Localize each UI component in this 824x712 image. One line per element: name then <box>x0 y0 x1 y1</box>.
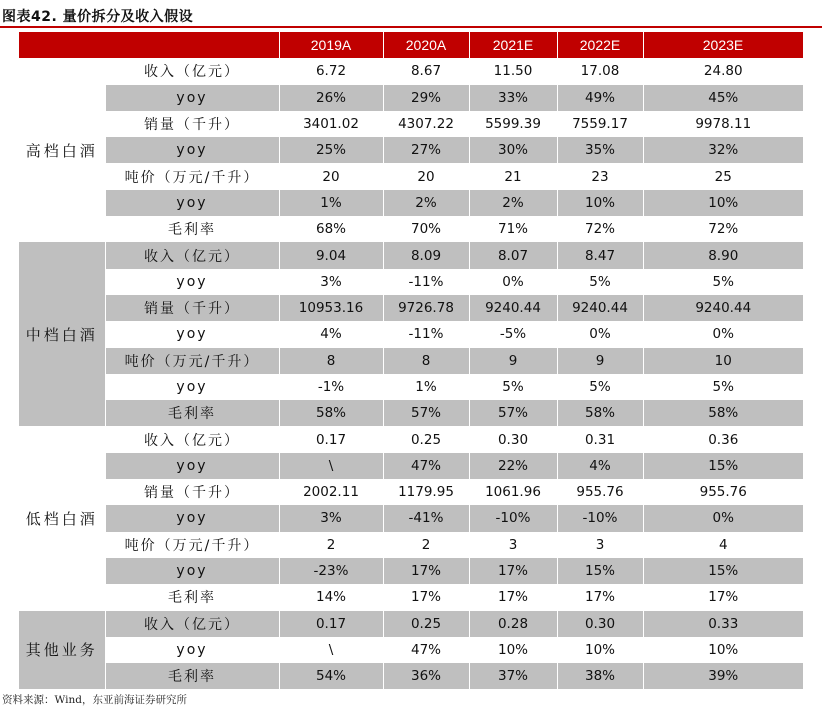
cell-value: 3% <box>279 269 383 295</box>
row-label: 销量（千升） <box>105 295 279 321</box>
cell-value: 0.17 <box>279 426 383 452</box>
header-year: 2021E <box>469 32 557 58</box>
cell-value: 9240.44 <box>643 295 803 321</box>
table-row <box>19 216 803 242</box>
header-row <box>19 32 803 58</box>
row-label: 收入（亿元） <box>105 58 279 84</box>
figure-title: 图表42. 量价拆分及收入假设 <box>2 9 194 25</box>
row-label: 吨价（万元/千升） <box>105 532 279 558</box>
cell-value: 33% <box>469 85 557 111</box>
row-label: yoy <box>105 505 279 531</box>
segment-name: 高档白酒 <box>25 141 98 160</box>
row-label: 收入（亿元） <box>105 611 279 637</box>
cell-value: 47% <box>383 453 469 479</box>
cell-value: 9726.78 <box>383 295 469 321</box>
cell-value: 17% <box>643 584 803 610</box>
cell-value: 0.25 <box>383 611 469 637</box>
cell-value: 2% <box>383 190 469 216</box>
cell-value: 17% <box>383 584 469 610</box>
cell-value: 4% <box>279 321 383 347</box>
cell-value: 17% <box>469 584 557 610</box>
cell-value: 3% <box>279 505 383 531</box>
cell-value: -5% <box>469 321 557 347</box>
cell-value: 2 <box>279 532 383 558</box>
header-year: 2019A <box>279 32 383 58</box>
header-corner <box>19 32 279 58</box>
table-row <box>19 453 803 479</box>
segment-name: 其他业务 <box>19 611 105 690</box>
row-label: yoy <box>105 269 279 295</box>
cell-value: 1% <box>383 374 469 400</box>
cell-value: 10 <box>643 348 803 374</box>
cell-value: 3 <box>557 532 643 558</box>
cell-value: 35% <box>557 137 643 163</box>
cell-value: 4% <box>557 453 643 479</box>
cell-value: 49% <box>557 85 643 111</box>
cell-value: 8 <box>279 348 383 374</box>
cell-value: 71% <box>469 216 557 242</box>
header-year: 2022E <box>557 32 643 58</box>
cell-value: 15% <box>557 558 643 584</box>
row-label: 毛利率 <box>105 216 279 242</box>
cell-value: 0% <box>643 321 803 347</box>
cell-value: 11.50 <box>469 58 557 84</box>
cell-value: 1179.95 <box>383 479 469 505</box>
cell-value: 8 <box>383 348 469 374</box>
cell-value: 15% <box>643 453 803 479</box>
cell-value: 0.30 <box>469 426 557 452</box>
cell-value: 8.07 <box>469 242 557 268</box>
cell-value: 2002.11 <box>279 479 383 505</box>
cell-value: 8.90 <box>643 242 803 268</box>
cell-value: 21 <box>469 163 557 189</box>
cell-value: 57% <box>469 400 557 426</box>
cell-value: \ <box>279 453 383 479</box>
cell-value: 37% <box>469 663 557 689</box>
cell-value: 38% <box>557 663 643 689</box>
table-row <box>19 374 803 400</box>
row-label: yoy <box>105 558 279 584</box>
cell-value: -11% <box>383 269 469 295</box>
table-body <box>19 58 803 689</box>
cell-value: 39% <box>643 663 803 689</box>
cell-value: -10% <box>557 505 643 531</box>
cell-value: 0.36 <box>643 426 803 452</box>
cell-value: 10% <box>557 190 643 216</box>
table-row <box>19 137 803 163</box>
table-row <box>19 58 803 84</box>
cell-value: 58% <box>279 400 383 426</box>
row-label: yoy <box>105 453 279 479</box>
table-row <box>19 637 803 663</box>
cell-value: 7559.17 <box>557 111 643 137</box>
cell-value: 15% <box>643 558 803 584</box>
row-label: yoy <box>105 137 279 163</box>
cell-value: 8.67 <box>383 58 469 84</box>
cell-value: 9240.44 <box>469 295 557 321</box>
cell-value: 10953.16 <box>279 295 383 321</box>
cell-value: 10% <box>557 637 643 663</box>
table-row <box>19 505 803 531</box>
row-label: yoy <box>105 637 279 663</box>
cell-value: 70% <box>383 216 469 242</box>
table-row <box>19 348 803 374</box>
header-year: 2023E <box>643 32 803 58</box>
cell-value: 68% <box>279 216 383 242</box>
table-row <box>19 85 803 111</box>
cell-value: \ <box>279 637 383 663</box>
source-note: 资料来源：Wind，东亚前海证券研究所 <box>2 694 187 706</box>
table-row <box>19 111 803 137</box>
table-row <box>19 163 803 189</box>
cell-value: 26% <box>279 85 383 111</box>
cell-value: 6.72 <box>279 58 383 84</box>
cell-value: 30% <box>469 137 557 163</box>
cell-value: 3401.02 <box>279 111 383 137</box>
cell-value: 25 <box>643 163 803 189</box>
table-row <box>19 584 803 610</box>
table-row <box>19 269 803 295</box>
cell-value: 1% <box>279 190 383 216</box>
cell-value: 5% <box>469 374 557 400</box>
cell-value: 9240.44 <box>557 295 643 321</box>
cell-value: 72% <box>643 216 803 242</box>
table-row <box>19 321 803 347</box>
table-row <box>19 663 803 689</box>
cell-value: 0.28 <box>469 611 557 637</box>
revenue-assumption-table <box>19 32 804 689</box>
cell-value: 45% <box>643 85 803 111</box>
cell-value: 0% <box>557 321 643 347</box>
cell-value: 14% <box>279 584 383 610</box>
cell-value: -1% <box>279 374 383 400</box>
table-row <box>19 190 803 216</box>
row-label: 毛利率 <box>105 584 279 610</box>
row-label: 毛利率 <box>105 400 279 426</box>
cell-value: 27% <box>383 137 469 163</box>
cell-value: 8.09 <box>383 242 469 268</box>
cell-value: 25% <box>279 137 383 163</box>
row-label: 吨价（万元/千升） <box>105 163 279 189</box>
cell-value: 0% <box>643 505 803 531</box>
cell-value: 4 <box>643 532 803 558</box>
cell-value: 72% <box>557 216 643 242</box>
cell-value: 24.80 <box>643 58 803 84</box>
cell-value: 0.31 <box>557 426 643 452</box>
header-year: 2020A <box>383 32 469 58</box>
cell-value: 0.17 <box>279 611 383 637</box>
cell-value: 5% <box>643 374 803 400</box>
row-label: 收入（亿元） <box>105 426 279 452</box>
cell-value: 17% <box>383 558 469 584</box>
segment-name: 中档白酒 <box>19 242 105 426</box>
cell-value: 29% <box>383 85 469 111</box>
cell-value: 20 <box>383 163 469 189</box>
row-label: yoy <box>105 190 279 216</box>
cell-value: 0.33 <box>643 611 803 637</box>
cell-value: 58% <box>557 400 643 426</box>
cell-value: 57% <box>383 400 469 426</box>
cell-value: 0% <box>469 269 557 295</box>
cell-value: 5599.39 <box>469 111 557 137</box>
cell-value: 955.76 <box>557 479 643 505</box>
cell-value: 955.76 <box>643 479 803 505</box>
cell-value: -10% <box>469 505 557 531</box>
cell-value: 8.47 <box>557 242 643 268</box>
cell-value: 9978.11 <box>643 111 803 137</box>
cell-value: 4307.22 <box>383 111 469 137</box>
row-label: 收入（亿元） <box>105 242 279 268</box>
cell-value: 32% <box>643 137 803 163</box>
cell-value: -41% <box>383 505 469 531</box>
row-label: yoy <box>105 321 279 347</box>
cell-value: 10% <box>643 637 803 663</box>
cell-value: 36% <box>383 663 469 689</box>
table-row <box>19 242 803 268</box>
cell-value: 5% <box>643 269 803 295</box>
cell-value: 9 <box>469 348 557 374</box>
row-label: 销量（千升） <box>105 111 279 137</box>
cell-value: 58% <box>643 400 803 426</box>
table-row <box>19 611 803 637</box>
cell-value: 10% <box>643 190 803 216</box>
table-row <box>19 558 803 584</box>
row-label: 毛利率 <box>105 663 279 689</box>
table-row <box>19 400 803 426</box>
title-rule <box>0 26 822 28</box>
cell-value: 17.08 <box>557 58 643 84</box>
row-label: yoy <box>105 374 279 400</box>
table-row <box>19 479 803 505</box>
cell-value: 9 <box>557 348 643 374</box>
row-label: yoy <box>105 85 279 111</box>
cell-value: -11% <box>383 321 469 347</box>
cell-value: 2% <box>469 190 557 216</box>
table-row <box>19 295 803 321</box>
cell-value: 0.25 <box>383 426 469 452</box>
cell-value: 5% <box>557 374 643 400</box>
cell-value: 20 <box>279 163 383 189</box>
cell-value: 22% <box>469 453 557 479</box>
cell-value: 5% <box>557 269 643 295</box>
cell-value: 2 <box>383 532 469 558</box>
cell-value: 47% <box>383 637 469 663</box>
table-row <box>19 426 803 452</box>
cell-value: 1061.96 <box>469 479 557 505</box>
cell-value: 9.04 <box>279 242 383 268</box>
cell-value: -23% <box>279 558 383 584</box>
cell-value: 17% <box>557 584 643 610</box>
cell-value: 23 <box>557 163 643 189</box>
row-label: 吨价（万元/千升） <box>105 348 279 374</box>
cell-value: 54% <box>279 663 383 689</box>
segment-name: 低档白酒 <box>25 509 98 528</box>
table-row <box>19 532 803 558</box>
cell-value: 0.30 <box>557 611 643 637</box>
cell-value: 3 <box>469 532 557 558</box>
cell-value: 17% <box>469 558 557 584</box>
row-label: 销量（千升） <box>105 479 279 505</box>
cell-value: 10% <box>469 637 557 663</box>
